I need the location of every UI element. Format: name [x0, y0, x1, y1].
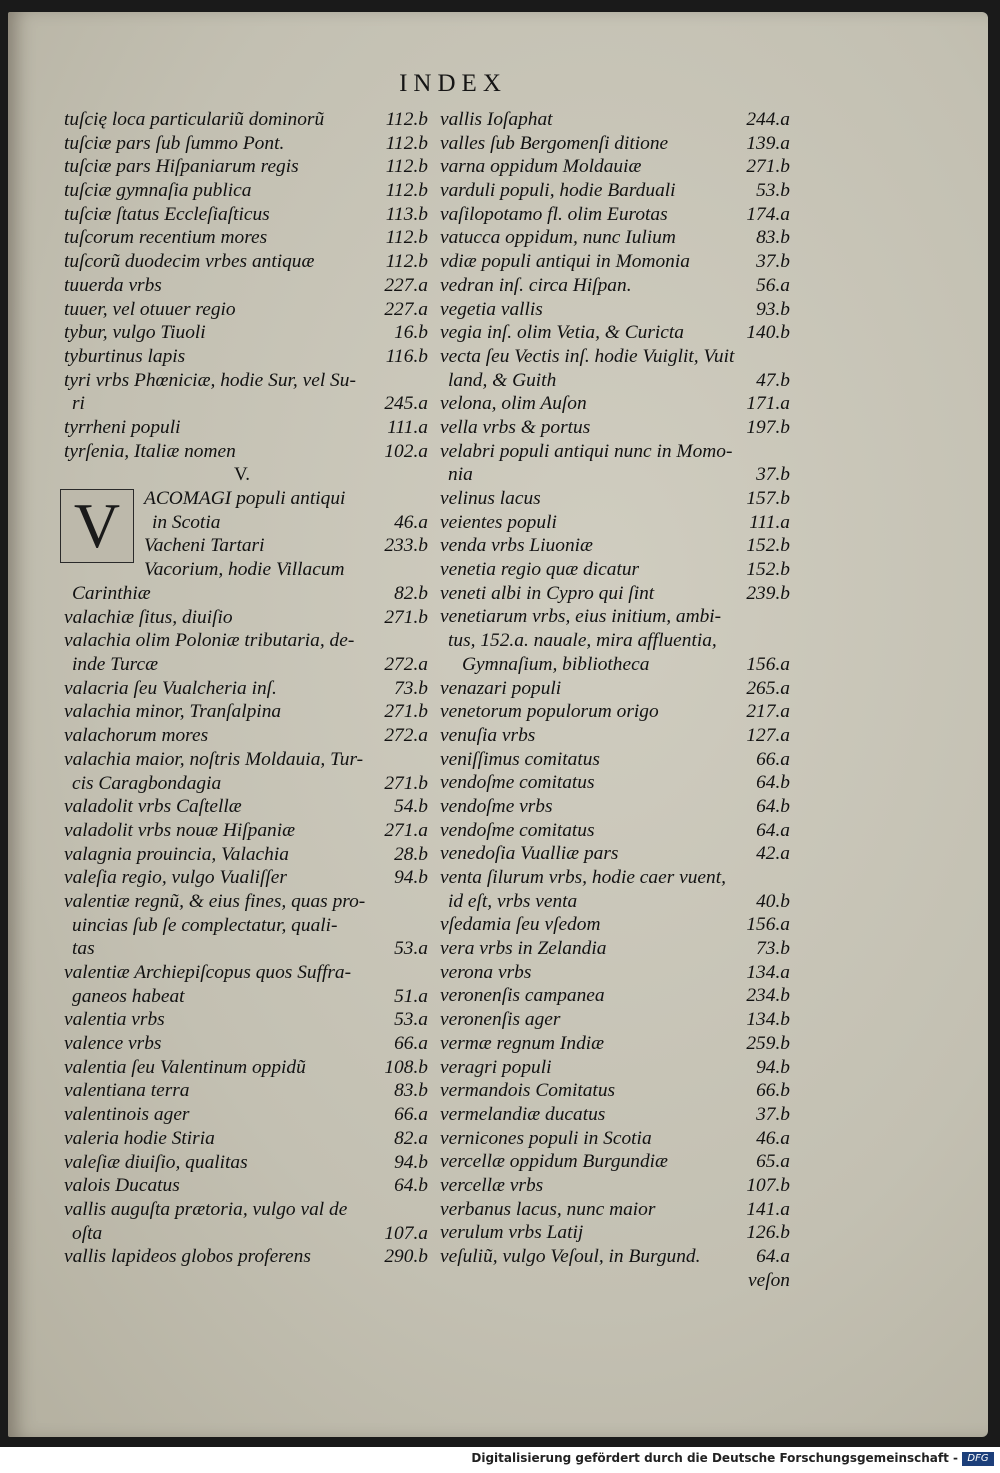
index-entry [56, 321, 428, 345]
section-letter: V. [233, 464, 251, 486]
entry-term: valence vrbs [64, 1033, 162, 1055]
entry-page-ref: 93.b [756, 298, 790, 320]
entry-term: velinus lacus [440, 488, 541, 509]
entry-page-ref: 233.b [384, 535, 428, 557]
entry-term: vegia inſ. olim Vetia, & Curicta [440, 322, 684, 344]
index-entry [432, 487, 790, 511]
index-entry [56, 985, 428, 1009]
entry-page-ref: 271.b [746, 156, 790, 178]
entry-term: valentia ſeu Valentinum oppidũ [64, 1056, 306, 1078]
entry-page-ref: 217.a [746, 701, 790, 723]
index-entry [56, 1103, 428, 1127]
entry-term: vedran inſ. circa Hiſpan. [440, 274, 632, 296]
entry-page-ref: 108.b [384, 1056, 428, 1078]
entry-term: valachia minor, Tranſalpina [64, 701, 282, 723]
entry-page-ref: 64.a [756, 819, 790, 841]
entry-term: vendoſme vrbs [440, 795, 553, 817]
index-entry [432, 345, 790, 369]
entry-term: vaſilopotamo fl. olim Eurotas [440, 203, 668, 225]
index-entry [432, 132, 790, 156]
index-entry [432, 1008, 790, 1032]
entry-term: valentiæ regnũ, & eius fines, quas pro- [64, 890, 366, 912]
entry-term: velabri populi antiqui nunc in Momo- [440, 440, 733, 462]
entry-page-ref: 112.b [385, 251, 428, 273]
entry-page-ref: 116.b [385, 345, 428, 367]
entry-page-ref: 53.a [394, 938, 428, 960]
book-page [8, 12, 988, 1437]
index-entry [56, 250, 428, 274]
entry-term: valachorum mores [64, 725, 209, 747]
index-entry [432, 392, 790, 416]
index-entry [56, 890, 428, 914]
entry-term: veneti albi in Cypro qui ſint [440, 582, 655, 604]
entry-term: tuſcię loca particulariũ dominorũ [64, 109, 325, 130]
entry-term: vermandois Comitatus [440, 1080, 616, 1102]
index-entry [432, 298, 790, 322]
entry-page-ref: 83.b [756, 227, 790, 249]
entry-term: vatucca oppidum, nunc Iulium [440, 227, 676, 249]
entry-page-ref: 271.b [384, 606, 428, 628]
entry-page-ref: 47.b [756, 369, 790, 391]
entry-page-ref: 112.b [385, 109, 428, 130]
entry-page-ref: 56.a [756, 274, 790, 296]
index-entry [56, 1127, 428, 1151]
entry-term: ACOMAGI populi antiqui [144, 488, 346, 509]
entry-term: venedoſia Vualliæ pars [440, 843, 619, 865]
index-entry [432, 1174, 790, 1198]
entry-page-ref: 112.b [385, 227, 428, 249]
entry-page-ref: 156.a [746, 914, 790, 936]
entry-term: Vacorium, hodie Villacum [144, 559, 345, 581]
entry-term: velona, olim Auſon [440, 393, 587, 415]
entry-page-ref: 126.b [746, 1222, 790, 1244]
entry-term: vegetia vallis [440, 298, 543, 320]
entry-term: veragri populi [440, 1056, 552, 1078]
entry-page-ref: 234.b [746, 985, 790, 1007]
index-entry [56, 108, 428, 132]
entry-term: verulum vrbs Latij [440, 1222, 584, 1244]
entry-term: tuuerda vrbs [64, 274, 162, 296]
entry-term: valadolit vrbs Caſtellæ [64, 796, 242, 818]
index-entry [56, 1174, 428, 1198]
entry-page-ref: 82.a [394, 1127, 428, 1149]
entry-term: valeſia regio, vulgo Vualiſſer [64, 867, 287, 889]
index-entry [56, 1245, 428, 1269]
entry-term: vernicones populi in Scotia [440, 1127, 652, 1149]
entry-page-ref: 102.a [384, 440, 428, 462]
entry-term: varduli populi, hodie Barduali [440, 180, 676, 202]
entry-page-ref: 64.b [756, 795, 790, 817]
entry-page-ref: 245.a [384, 393, 428, 415]
decorated-initial: V [60, 489, 134, 563]
index-entry [432, 321, 790, 345]
entry-term: vercellæ oppidum Burgundiæ [440, 1151, 668, 1173]
entry-term: tyburtinus lapis [64, 345, 186, 367]
left-entries-group [56, 108, 428, 463]
entry-page-ref: 113.b [385, 203, 428, 225]
index-entry [56, 606, 428, 630]
entry-term: tybur, vulgo Tiuoli [64, 322, 206, 344]
index-entry [432, 1079, 790, 1103]
index-entry [432, 534, 790, 558]
entry-term: vecta ſeu Vectis inſ. hodie Vuiglit, Vuit [440, 345, 735, 367]
entry-page-ref: 112.b [385, 180, 428, 202]
index-entry [56, 1198, 428, 1222]
entry-page-ref: 239.b [746, 582, 790, 604]
entry-term: tyrrheni populi [64, 416, 181, 438]
index-entry [56, 132, 428, 156]
index-entry [56, 819, 428, 843]
entry-page-ref: 42.a [756, 843, 790, 865]
entry-page-ref: 66.a [756, 748, 790, 770]
index-entry [432, 866, 790, 890]
entry-term: tus, 152.a. nauale, mira affluentia, [448, 630, 717, 652]
index-entry [432, 700, 790, 724]
entry-page-ref: 134.b [746, 1009, 790, 1031]
index-entry [432, 179, 790, 203]
index-entry [432, 1198, 790, 1222]
index-entry [432, 795, 790, 819]
entry-term: vermelandiæ ducatus [440, 1103, 606, 1125]
digitization-footer [0, 1447, 1000, 1473]
entry-term: tuſcorũ duodecim vrbes antiquæ [64, 251, 315, 273]
index-entry [56, 724, 428, 748]
index-entry [432, 369, 790, 393]
index-entry [56, 843, 428, 867]
entry-term: tuuer, vel otuuer regio [64, 298, 236, 320]
entry-page-ref: 171.a [746, 393, 790, 415]
index-entry [56, 1008, 428, 1032]
index-entry [56, 345, 428, 369]
entry-page-ref: 139.a [746, 132, 790, 154]
entry-term: tyrſenia, Italiæ nomen [64, 440, 236, 462]
entry-page-ref: 46.a [756, 1127, 790, 1149]
entry-term: oſta [72, 1222, 103, 1244]
dfg-logo: DFG [962, 1452, 994, 1466]
index-entry [432, 440, 790, 464]
index-entry [56, 1151, 428, 1175]
entry-page-ref: 82.b [394, 583, 428, 604]
entry-page-ref: 37.b [756, 251, 790, 273]
entry-term: verbanus lacus, nunc maior [440, 1198, 656, 1220]
index-entry [432, 274, 790, 298]
index-entry [56, 203, 428, 227]
index-entry [432, 748, 790, 772]
catchword: veſon [748, 1269, 790, 1291]
index-entry [56, 772, 428, 796]
index-entry [432, 416, 790, 440]
index-entry [432, 961, 790, 985]
entry-term: venta ſilurum vrbs, hodie caer vuent, [440, 867, 726, 888]
entry-term: venetorum populorum origo [440, 701, 659, 723]
entry-page-ref: 53.b [756, 180, 790, 202]
index-entry [56, 677, 428, 701]
index-entry [136, 534, 428, 558]
index-entry [432, 1127, 790, 1151]
entry-page-ref: 197.b [746, 416, 790, 438]
entry-page-ref: 64.a [756, 1246, 790, 1267]
index-entry [432, 984, 790, 1008]
index-entry [432, 1103, 790, 1127]
entry-page-ref: 83.b [394, 1080, 428, 1102]
entry-page-ref: 46.a [394, 511, 428, 533]
left-column [56, 108, 428, 1269]
entry-page-ref: 141.a [746, 1198, 790, 1220]
entry-page-ref: 40.b [756, 890, 790, 912]
entry-page-ref: 111.a [749, 511, 790, 533]
index-entry [432, 226, 790, 250]
entry-term: varna oppidum Moldauiæ [440, 156, 642, 178]
entry-page-ref: 271.b [384, 701, 428, 723]
entry-term: vercellæ vrbs [440, 1174, 544, 1196]
entry-page-ref: 53.a [394, 1009, 428, 1031]
index-entry [56, 440, 428, 464]
index-entry [56, 274, 428, 298]
entry-term: Gymnaſium, bibliotheca [462, 653, 650, 675]
index-entry [432, 1221, 790, 1245]
index-entry [56, 1222, 428, 1246]
index-entry [432, 937, 790, 961]
entry-term: ganeos habeat [72, 985, 185, 1007]
right-entries-group [432, 108, 790, 1269]
entry-term: uincias ſub ſe complectatur, quali- [72, 914, 338, 936]
index-entry [432, 108, 790, 132]
entry-term: venuſia vrbs [440, 724, 536, 746]
entry-term: venetiarum vrbs, eius initium, ambi- [440, 606, 722, 628]
entry-term: tas [72, 938, 95, 960]
index-entry [56, 748, 428, 772]
entry-term: valadolit vrbs nouæ Hiſpaniæ [64, 819, 296, 841]
entry-page-ref: 64.b [756, 772, 790, 794]
index-entry [432, 1245, 790, 1269]
entry-term: nia [448, 464, 473, 486]
entry-term: tuſciæ pars ſub ſummo Pont. [64, 132, 285, 154]
entry-page-ref: 272.a [384, 654, 428, 676]
entry-term: valentiana terra [64, 1080, 190, 1102]
entry-page-ref: 111.a [387, 416, 428, 438]
entry-term: vermæ regnum Indiæ [440, 1032, 605, 1054]
entry-page-ref: 94.b [394, 867, 428, 889]
entry-term: veronenſis ager [440, 1009, 561, 1031]
entry-page-ref: 152.b [746, 559, 790, 581]
index-entry [432, 155, 790, 179]
entry-term: verona vrbs [440, 961, 532, 983]
index-entry [432, 771, 790, 795]
entry-page-ref: 16.b [394, 322, 428, 344]
entry-page-ref: 244.a [746, 109, 790, 130]
entry-term: tuſciæ ſtatus Eccleſiaſticus [64, 203, 270, 225]
index-entry [56, 298, 428, 322]
entry-term: veniſſimus comitatus [440, 748, 600, 770]
entry-term: Vacheni Tartari [144, 535, 265, 557]
entry-page-ref: 65.a [756, 1151, 790, 1173]
index-entry [432, 842, 790, 866]
index-entry [56, 914, 428, 938]
entry-term: land, & Guith [448, 369, 557, 391]
left-entries-group-2 [56, 582, 428, 1269]
entry-term: valeſiæ diuiſio, qualitas [64, 1151, 248, 1173]
entry-term: vendoſme comitatus [440, 819, 595, 841]
entry-term: vſedamia ſeu vſedom [440, 914, 601, 936]
entry-term: vendoſme comitatus [440, 772, 595, 794]
entry-page-ref: 290.b [384, 1246, 428, 1268]
entry-term: venda vrbs Liuoniæ [440, 535, 593, 557]
entry-term: valeria hodie Stiria [64, 1127, 215, 1149]
index-entry [136, 511, 428, 535]
index-entry [432, 819, 790, 843]
index-entry [432, 677, 790, 701]
entry-term: id eſt, vrbs venta [448, 890, 578, 912]
index-entry [56, 179, 428, 203]
entry-page-ref: 66.a [394, 1033, 428, 1055]
entry-page-ref: 37.b [756, 464, 790, 486]
entry-term: veſuliũ, vulgo Veſoul, in Burgund. [440, 1246, 701, 1267]
entry-term: cis Caragbondagia [72, 772, 222, 794]
entry-page-ref: 73.b [756, 938, 790, 960]
index-entry [56, 866, 428, 890]
entry-page-ref: 94.b [756, 1056, 790, 1078]
entry-term: venetia regio quæ dicatur [440, 559, 640, 581]
entry-term: valentiæ Archiepiſcopus quos Suffra- [64, 962, 352, 983]
entry-page-ref: 107.a [384, 1222, 428, 1244]
entry-term: valachia maior, noſtris Moldauia, Tur- [64, 748, 364, 770]
entry-term: ri [72, 393, 85, 415]
entry-page-ref: 157.b [746, 488, 790, 509]
index-entry [432, 653, 790, 677]
entry-term: valacria ſeu Vualcheria inſ. [64, 677, 277, 699]
page-header: INDEX [399, 70, 507, 97]
entry-page-ref: 140.b [746, 322, 790, 344]
entry-page-ref: 152.b [746, 535, 790, 557]
entry-term: valachia olim Poloniæ tributaria, de- [64, 630, 355, 652]
index-entry [432, 250, 790, 274]
entry-term: valentinois ager [64, 1104, 190, 1126]
entry-term: tuſcorum recentium mores [64, 227, 268, 249]
entry-page-ref: 94.b [394, 1151, 428, 1173]
entry-term: valentia vrbs [64, 1009, 165, 1031]
entry-page-ref: 271.a [384, 819, 428, 841]
entry-page-ref: 227.a [384, 274, 428, 296]
entry-term: vella vrbs & portus [440, 416, 591, 438]
index-entry [56, 155, 428, 179]
index-entry [432, 463, 790, 487]
entry-term: valachiæ ſitus, diuiſio [64, 606, 233, 628]
entry-term: valois Ducatus [64, 1175, 180, 1197]
entry-page-ref: 73.b [394, 677, 428, 699]
footer-credit: Digitalisierung gefördert durch die Deutsche Forschungsgemeinschaft - [471, 1451, 958, 1465]
entry-term: Carinthiæ [72, 583, 151, 604]
index-entry [56, 700, 428, 724]
initial-block [56, 487, 428, 582]
entry-page-ref: 37.b [756, 1103, 790, 1125]
index-entry [432, 1150, 790, 1174]
entry-term: vallis lapideos globos proferens [64, 1246, 311, 1268]
index-entry [56, 1079, 428, 1103]
index-entry [56, 416, 428, 440]
index-entry [432, 1056, 790, 1080]
index-entry [56, 653, 428, 677]
index-entry [56, 1056, 428, 1080]
index-entry [56, 629, 428, 653]
entry-page-ref: 66.b [756, 1080, 790, 1102]
index-entry [56, 226, 428, 250]
index-entry [56, 937, 428, 961]
index-entry [136, 558, 428, 582]
index-entry [432, 629, 790, 653]
entry-term: veientes populi [440, 511, 557, 533]
entry-page-ref: 271.b [384, 772, 428, 794]
index-entry [432, 605, 790, 629]
catchword-line [432, 1269, 790, 1293]
index-entry [432, 558, 790, 582]
index-entry [432, 890, 790, 914]
entry-page-ref: 112.b [385, 156, 428, 178]
entry-page-ref: 28.b [394, 843, 428, 865]
entry-page-ref: 174.a [746, 203, 790, 225]
entry-term: tuſciæ gymnaſia publica [64, 180, 252, 202]
entry-term: tyri vrbs Phœniciæ, hodie Sur, vel Su- [64, 369, 356, 391]
entry-page-ref: 112.b [385, 132, 428, 154]
entry-term: vallis Ioſaphat [440, 109, 553, 130]
index-entry [56, 1032, 428, 1056]
entry-page-ref: 66.a [394, 1104, 428, 1126]
entry-page-ref: 156.a [746, 653, 790, 675]
entry-page-ref: 259.b [746, 1032, 790, 1054]
index-entry [432, 511, 790, 535]
entry-page-ref: 127.a [746, 724, 790, 746]
entry-page-ref: 272.a [384, 725, 428, 747]
entry-term: in Scotia [152, 511, 221, 533]
index-entry [432, 913, 790, 937]
index-entry [136, 487, 428, 511]
entry-page-ref: 227.a [384, 298, 428, 320]
index-entry [432, 203, 790, 227]
right-column [432, 108, 790, 1292]
entry-page-ref: 54.b [394, 796, 428, 818]
entry-page-ref: 265.a [746, 677, 790, 699]
entry-term: veronenſis campanea [440, 985, 605, 1007]
entry-term: vallis auguſta prætoria, vulgo val de [64, 1198, 348, 1220]
index-entry [432, 1032, 790, 1056]
entry-term: venazari populi [440, 677, 562, 699]
entry-term: inde Turcæ [72, 654, 159, 676]
index-entry [56, 961, 428, 985]
index-entry [56, 582, 428, 606]
entry-page-ref: 107.b [746, 1174, 790, 1196]
entry-term: valles ſub Bergomenſi ditione [440, 132, 669, 154]
entry-term: valagnia prouincia, Valachia [64, 843, 289, 865]
index-entry [432, 724, 790, 748]
entry-term: vera vrbs in Zelandia [440, 938, 607, 960]
index-entry [56, 392, 428, 416]
index-entry [56, 369, 428, 393]
index-entry [56, 795, 428, 819]
entry-page-ref: 51.a [394, 985, 428, 1007]
entry-page-ref: 134.a [746, 961, 790, 983]
entry-term: tuſciæ pars Hiſpaniarum regis [64, 156, 299, 178]
entry-page-ref: 64.b [394, 1175, 428, 1197]
entry-term: vdiæ populi antiqui in Momonia [440, 251, 690, 273]
index-entry [432, 582, 790, 606]
